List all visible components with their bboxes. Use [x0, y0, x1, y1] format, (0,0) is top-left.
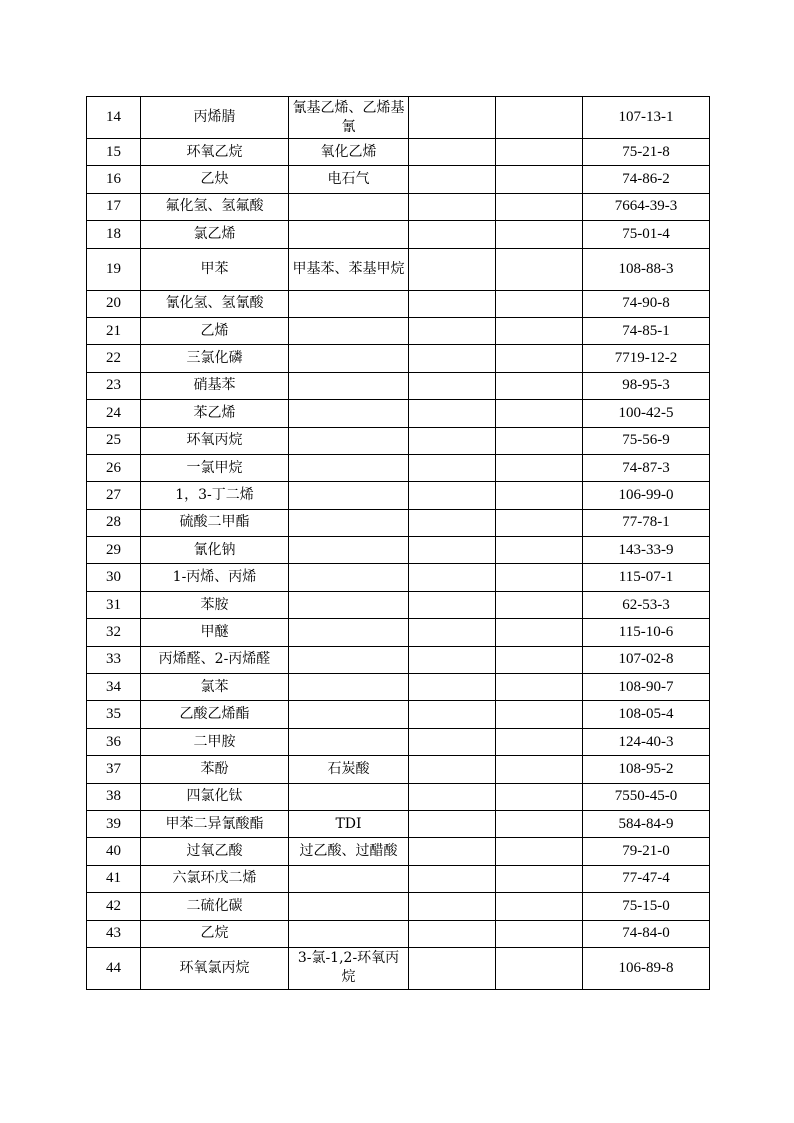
row-number-cell: 36 — [87, 728, 141, 755]
cas-number-cell: 79-21-0 — [583, 838, 710, 865]
row-number-cell: 18 — [87, 221, 141, 248]
alias-cell — [289, 646, 409, 673]
row-number-cell: 28 — [87, 509, 141, 536]
cas-number-cell: 107-13-1 — [583, 97, 710, 139]
table-row — [87, 372, 710, 399]
row-number-cell: 33 — [87, 646, 141, 673]
empty-cell-5 — [496, 193, 583, 220]
chemical-name-cell: 丙烯醛、2-丙烯醛 — [141, 646, 289, 673]
alias-cell — [289, 537, 409, 564]
table-row — [87, 400, 710, 427]
chemical-name-cell: 环氧乙烷 — [141, 139, 289, 166]
cas-number-cell: 115-07-1 — [583, 564, 710, 591]
table-row — [87, 509, 710, 536]
empty-cell-4 — [409, 893, 496, 920]
empty-cell-5 — [496, 838, 583, 865]
empty-cell-4 — [409, 564, 496, 591]
table-body — [87, 97, 710, 990]
empty-cell-5 — [496, 400, 583, 427]
empty-cell-4 — [409, 221, 496, 248]
table-row — [87, 810, 710, 837]
chemical-name-cell: 氯苯 — [141, 674, 289, 701]
chemical-name-cell: 三氯化磷 — [141, 345, 289, 372]
chemical-name-cell: 苯胺 — [141, 591, 289, 618]
empty-cell-5 — [496, 248, 583, 290]
empty-cell-4 — [409, 400, 496, 427]
empty-cell-4 — [409, 701, 496, 728]
empty-cell-4 — [409, 193, 496, 220]
chemical-name-cell: 苯酚 — [141, 756, 289, 783]
cas-number-cell: 584-84-9 — [583, 810, 710, 837]
table-row — [87, 454, 710, 481]
row-number-cell: 37 — [87, 756, 141, 783]
row-number-cell: 40 — [87, 838, 141, 865]
alias-cell: 电石气 — [289, 166, 409, 193]
empty-cell-5 — [496, 783, 583, 810]
table-row — [87, 166, 710, 193]
alias-cell — [289, 674, 409, 701]
chemical-name-cell: 环氧丙烷 — [141, 427, 289, 454]
empty-cell-4 — [409, 646, 496, 673]
empty-cell-5 — [496, 865, 583, 892]
empty-cell-4 — [409, 920, 496, 947]
alias-cell — [289, 427, 409, 454]
alias-cell — [289, 728, 409, 755]
table-row — [87, 564, 710, 591]
chemical-name-cell: 1，3-丁二烯 — [141, 482, 289, 509]
cas-number-cell: 74-86-2 — [583, 166, 710, 193]
alias-cell: 3-氯-1,2-环氧丙烷 — [289, 947, 409, 989]
cas-number-cell: 7664-39-3 — [583, 193, 710, 220]
alias-cell — [289, 591, 409, 618]
cas-number-cell: 7719-12-2 — [583, 345, 710, 372]
row-number-cell: 19 — [87, 248, 141, 290]
chemical-name-cell: 硝基苯 — [141, 372, 289, 399]
table-row — [87, 591, 710, 618]
empty-cell-4 — [409, 756, 496, 783]
row-number-cell: 41 — [87, 865, 141, 892]
empty-cell-5 — [496, 290, 583, 317]
empty-cell-4 — [409, 372, 496, 399]
empty-cell-4 — [409, 139, 496, 166]
empty-cell-5 — [496, 920, 583, 947]
table-row — [87, 193, 710, 220]
cas-number-cell: 108-90-7 — [583, 674, 710, 701]
empty-cell-5 — [496, 646, 583, 673]
table-row — [87, 221, 710, 248]
table-row — [87, 783, 710, 810]
empty-cell-4 — [409, 537, 496, 564]
alias-cell — [289, 509, 409, 536]
empty-cell-4 — [409, 166, 496, 193]
empty-cell-4 — [409, 728, 496, 755]
chemical-name-cell: 氰化氢、氢氰酸 — [141, 290, 289, 317]
alias-cell — [289, 317, 409, 344]
row-number-cell: 27 — [87, 482, 141, 509]
row-number-cell: 14 — [87, 97, 141, 139]
empty-cell-5 — [496, 454, 583, 481]
empty-cell-5 — [496, 317, 583, 344]
alias-cell — [289, 619, 409, 646]
chemical-name-cell: 乙烷 — [141, 920, 289, 947]
row-number-cell: 21 — [87, 317, 141, 344]
alias-cell: 氰基乙烯、乙烯基氰 — [289, 97, 409, 139]
table-row — [87, 674, 710, 701]
table-row — [87, 248, 710, 290]
table-row — [87, 427, 710, 454]
chemical-name-cell: 乙酸乙烯酯 — [141, 701, 289, 728]
empty-cell-4 — [409, 248, 496, 290]
cas-number-cell: 108-05-4 — [583, 701, 710, 728]
table-row — [87, 97, 710, 139]
alias-cell — [289, 783, 409, 810]
table-row — [87, 619, 710, 646]
empty-cell-5 — [496, 427, 583, 454]
row-number-cell: 43 — [87, 920, 141, 947]
empty-cell-4 — [409, 290, 496, 317]
empty-cell-4 — [409, 838, 496, 865]
table-row — [87, 728, 710, 755]
table-row — [87, 947, 710, 989]
table-row — [87, 865, 710, 892]
empty-cell-5 — [496, 674, 583, 701]
table-row — [87, 838, 710, 865]
row-number-cell: 24 — [87, 400, 141, 427]
row-number-cell: 38 — [87, 783, 141, 810]
row-number-cell: 34 — [87, 674, 141, 701]
cas-number-cell: 62-53-3 — [583, 591, 710, 618]
cas-number-cell: 77-78-1 — [583, 509, 710, 536]
row-number-cell: 15 — [87, 139, 141, 166]
chemical-name-cell: 硫酸二甲酯 — [141, 509, 289, 536]
chemical-name-cell: 苯乙烯 — [141, 400, 289, 427]
empty-cell-4 — [409, 454, 496, 481]
empty-cell-5 — [496, 97, 583, 139]
cas-number-cell: 74-87-3 — [583, 454, 710, 481]
cas-number-cell: 108-88-3 — [583, 248, 710, 290]
empty-cell-5 — [496, 810, 583, 837]
table-row — [87, 701, 710, 728]
empty-cell-4 — [409, 865, 496, 892]
empty-cell-4 — [409, 591, 496, 618]
row-number-cell: 35 — [87, 701, 141, 728]
cas-number-cell: 75-15-0 — [583, 893, 710, 920]
row-number-cell: 30 — [87, 564, 141, 591]
alias-cell — [289, 454, 409, 481]
empty-cell-4 — [409, 317, 496, 344]
row-number-cell: 29 — [87, 537, 141, 564]
table-row — [87, 920, 710, 947]
empty-cell-5 — [496, 701, 583, 728]
chemical-name-cell: 甲醚 — [141, 619, 289, 646]
table-row — [87, 139, 710, 166]
empty-cell-5 — [496, 372, 583, 399]
cas-number-cell: 74-90-8 — [583, 290, 710, 317]
empty-cell-4 — [409, 509, 496, 536]
chemical-name-cell: 六氯环戊二烯 — [141, 865, 289, 892]
chemical-name-cell: 丙烯腈 — [141, 97, 289, 139]
chemical-name-cell: 甲苯二异氰酸酯 — [141, 810, 289, 837]
chemical-name-cell: 过氧乙酸 — [141, 838, 289, 865]
row-number-cell: 17 — [87, 193, 141, 220]
alias-cell: 石炭酸 — [289, 756, 409, 783]
cas-number-cell: 115-10-6 — [583, 619, 710, 646]
empty-cell-5 — [496, 619, 583, 646]
alias-cell: 氧化乙烯 — [289, 139, 409, 166]
chemical-name-cell: 二硫化碳 — [141, 893, 289, 920]
empty-cell-4 — [409, 619, 496, 646]
table-row — [87, 345, 710, 372]
table-row — [87, 317, 710, 344]
empty-cell-5 — [496, 728, 583, 755]
alias-cell — [289, 400, 409, 427]
empty-cell-5 — [496, 345, 583, 372]
empty-cell-5 — [496, 564, 583, 591]
table-row — [87, 893, 710, 920]
empty-cell-5 — [496, 482, 583, 509]
chemical-name-cell: 氯乙烯 — [141, 221, 289, 248]
cas-number-cell: 74-84-0 — [583, 920, 710, 947]
row-number-cell: 20 — [87, 290, 141, 317]
table-row — [87, 537, 710, 564]
cas-number-cell: 100-42-5 — [583, 400, 710, 427]
cas-number-cell: 77-47-4 — [583, 865, 710, 892]
alias-cell — [289, 564, 409, 591]
hazardous-chemicals-table — [86, 96, 710, 990]
empty-cell-4 — [409, 97, 496, 139]
empty-cell-5 — [496, 221, 583, 248]
table-row — [87, 290, 710, 317]
cas-number-cell: 107-02-8 — [583, 646, 710, 673]
empty-cell-4 — [409, 482, 496, 509]
empty-cell-5 — [496, 537, 583, 564]
cas-number-cell: 75-01-4 — [583, 221, 710, 248]
alias-cell — [289, 221, 409, 248]
row-number-cell: 22 — [87, 345, 141, 372]
cas-number-cell: 98-95-3 — [583, 372, 710, 399]
row-number-cell: 31 — [87, 591, 141, 618]
row-number-cell: 42 — [87, 893, 141, 920]
chemical-name-cell: 氰化钠 — [141, 537, 289, 564]
empty-cell-4 — [409, 947, 496, 989]
table-row — [87, 756, 710, 783]
empty-cell-5 — [496, 756, 583, 783]
cas-number-cell: 7550-45-0 — [583, 783, 710, 810]
row-number-cell: 26 — [87, 454, 141, 481]
cas-number-cell: 108-95-2 — [583, 756, 710, 783]
empty-cell-4 — [409, 674, 496, 701]
chemical-name-cell: 乙烯 — [141, 317, 289, 344]
row-number-cell: 25 — [87, 427, 141, 454]
cas-number-cell: 106-89-8 — [583, 947, 710, 989]
chemical-name-cell: 1-丙烯、丙烯 — [141, 564, 289, 591]
cas-number-cell: 75-56-9 — [583, 427, 710, 454]
row-number-cell: 32 — [87, 619, 141, 646]
row-number-cell: 16 — [87, 166, 141, 193]
row-number-cell: 23 — [87, 372, 141, 399]
alias-cell — [289, 701, 409, 728]
chemical-name-cell: 乙炔 — [141, 166, 289, 193]
chemical-name-cell: 氟化氢、氢氟酸 — [141, 193, 289, 220]
alias-cell — [289, 920, 409, 947]
cas-number-cell: 74-85-1 — [583, 317, 710, 344]
alias-cell — [289, 482, 409, 509]
empty-cell-4 — [409, 345, 496, 372]
empty-cell-5 — [496, 893, 583, 920]
alias-cell — [289, 193, 409, 220]
row-number-cell: 39 — [87, 810, 141, 837]
empty-cell-5 — [496, 947, 583, 989]
alias-cell: TDI — [289, 810, 409, 837]
table-row — [87, 482, 710, 509]
empty-cell-5 — [496, 509, 583, 536]
chemical-name-cell: 甲苯 — [141, 248, 289, 290]
alias-cell: 过乙酸、过醋酸 — [289, 838, 409, 865]
empty-cell-5 — [496, 591, 583, 618]
row-number-cell: 44 — [87, 947, 141, 989]
alias-cell — [289, 345, 409, 372]
chemical-name-cell: 四氯化钛 — [141, 783, 289, 810]
chemical-name-cell: 环氧氯丙烷 — [141, 947, 289, 989]
alias-cell — [289, 865, 409, 892]
chemical-name-cell: 二甲胺 — [141, 728, 289, 755]
alias-cell — [289, 893, 409, 920]
table-row — [87, 646, 710, 673]
empty-cell-5 — [496, 139, 583, 166]
cas-number-cell: 75-21-8 — [583, 139, 710, 166]
chemical-name-cell: 一氯甲烷 — [141, 454, 289, 481]
empty-cell-5 — [496, 166, 583, 193]
cas-number-cell: 143-33-9 — [583, 537, 710, 564]
cas-number-cell: 106-99-0 — [583, 482, 710, 509]
empty-cell-4 — [409, 783, 496, 810]
alias-cell — [289, 372, 409, 399]
empty-cell-4 — [409, 427, 496, 454]
alias-cell: 甲基苯、苯基甲烷 — [289, 248, 409, 290]
cas-number-cell: 124-40-3 — [583, 728, 710, 755]
alias-cell — [289, 290, 409, 317]
empty-cell-4 — [409, 810, 496, 837]
